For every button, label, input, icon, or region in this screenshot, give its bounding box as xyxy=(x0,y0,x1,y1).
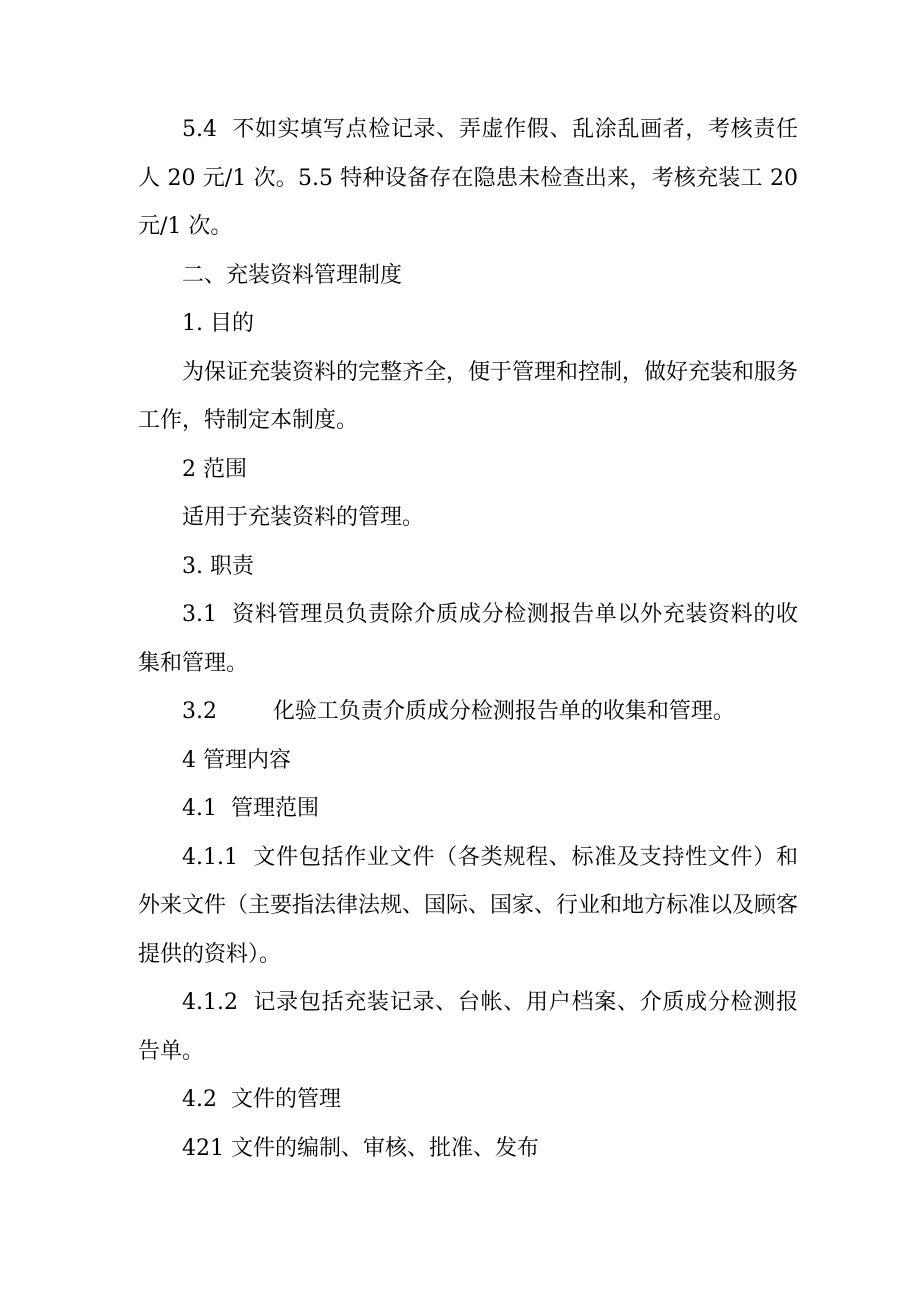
heading-scope: 2 范围 xyxy=(182,456,247,482)
heading-management-scope: 4.1 管理范围 xyxy=(182,796,319,821)
paragraph-responsibility-3-2: 3.2 化验工负责介质成分检测报告单的收集和管理。 xyxy=(182,699,735,724)
paragraph-4-2-1: 421 文件的编制、审核、批准、发布 xyxy=(182,1135,539,1161)
paragraph-inspection-penalty: 5.4 不如实填写点检记录、弄虚作假、乱涂乱画者，考核责任人 20 元/1 次。5.5 特种设备存在隐患未检查出来，考核充装工 20 元/1 次。 xyxy=(138,117,805,239)
paragraph-4-1-1: 4.1.1 文件包括作业文件（各类规程、标准及支持性文件）和外来文件（主要指法律法规、国际、国家、行业和地方标准以及顾客提供的资料）。 xyxy=(138,844,799,967)
paragraph-scope: 适用于充装资料的管理。 xyxy=(182,505,425,530)
document-body xyxy=(138,106,805,1173)
paragraph-4-1-2: 4.1.2 记录包括充装记录、台帐、用户档案、介质成分检测报告单。 xyxy=(138,990,798,1064)
heading-responsibilities: 3. 职责 xyxy=(182,553,254,579)
heading-management-content: 4 管理内容 xyxy=(182,747,291,773)
section-heading-filling-data-management: 二、充装资料管理制度 xyxy=(182,262,403,288)
paragraph-purpose: 为保证充装资料的完整齐全，便于管理和控制，做好充装和服务工作，特制定本制度。 xyxy=(138,359,799,433)
paragraph-responsibility-3-1: 3.1 资料管理员负责除介质成分检测报告单以外充装资料的收集和管理。 xyxy=(138,602,798,676)
heading-purpose: 1. 目的 xyxy=(182,311,254,336)
heading-document-management: 4.2 文件的管理 xyxy=(182,1087,341,1112)
